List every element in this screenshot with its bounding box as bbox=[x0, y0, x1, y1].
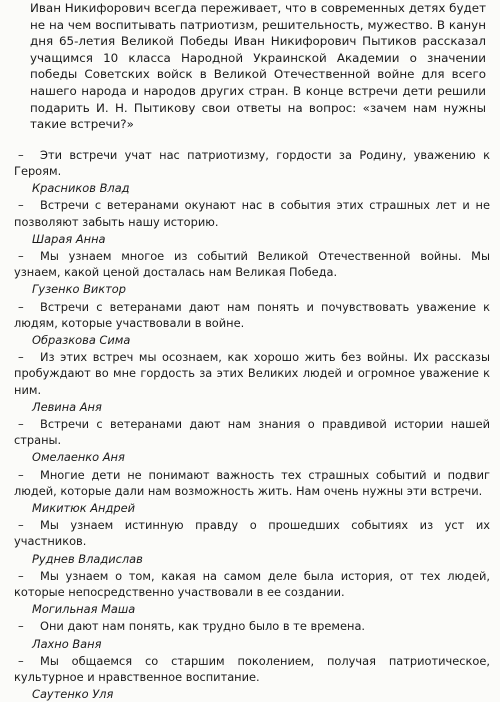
intro-paragraph: Иван Никифорович всегда переживает, что в современных детях будет не на чем воспитывать патриотизм, решительность, мужество. В канун дня 65-летия Великой Победы Иван Никифорович Пытиков рассказал учащимся 10 класса Народной Украинской Академии о значении победы Советских войск в Великой Отечественной войне для всего нашего народа и народов других стран. В конце встречи дети решили подарить И. Н. Пытикову свои ответы на вопрос: «зачем нам нужны такие встречи?» bbox=[30, 1, 486, 132]
answer-text bbox=[14, 248, 490, 280]
answer-author: Омелаенко Аня bbox=[32, 450, 125, 465]
answer-text bbox=[14, 349, 490, 398]
answer-text bbox=[14, 416, 490, 448]
answer-author: Лахно Ваня bbox=[32, 636, 102, 651]
answer-text bbox=[14, 299, 490, 331]
answer-content: Мы узнаем о том, какая на самом деле была история, от тех людей, которые непосредственно участвовали в ее создании. bbox=[14, 568, 490, 600]
answer-author: Микитюк Андрей bbox=[32, 501, 135, 516]
answer-text bbox=[14, 147, 490, 179]
answer-author: Красников Влад bbox=[32, 181, 130, 196]
answer-author: Шарая Анна bbox=[32, 231, 106, 246]
answer-author: Левина Аня bbox=[32, 399, 102, 414]
dash-mark: – bbox=[18, 198, 24, 213]
answer-text bbox=[14, 653, 490, 685]
answer-content: Встречи с ветеранами дают нам знания о правдивой истории нашей страны. bbox=[14, 417, 490, 448]
dash-mark: – bbox=[18, 653, 24, 668]
dash-mark: – bbox=[18, 147, 24, 162]
answer-text bbox=[14, 197, 490, 229]
answer-author: Руднев Владислав bbox=[32, 551, 143, 566]
answer-text bbox=[14, 618, 490, 634]
answers-list bbox=[14, 147, 490, 702]
dash-mark: – bbox=[18, 417, 24, 431]
dash-mark: – bbox=[18, 467, 24, 482]
dash-mark: – bbox=[18, 619, 24, 634]
answer-content: Мы общаемся со старшим поколением, получая патриотическое, культурное и нравственное воспитание. bbox=[14, 653, 490, 685]
answer-content: Мы узнаем многое из событий Великой Отечественной войны. Мы узнаем, какой ценой досталась нам Великая Победа. bbox=[14, 248, 490, 280]
answer-content: Из этих встреч мы осознаем, как хорошо жить без войны. Их рассказы пробуждают во мне гордость за этих Великих людей и огромное уважение к ним. bbox=[14, 350, 490, 397]
answer-content: Мы узнаем истинную правду о прошедших событиях из уст их участников. bbox=[14, 518, 490, 549]
answer-text bbox=[14, 568, 490, 600]
dash-mark: – bbox=[18, 299, 24, 314]
answer-author: Саутенко Уля bbox=[32, 687, 114, 702]
answer-content: Встречи с ветеранами окунают нас в события этих страшных лет и не позволяют забыть нашу историю. bbox=[14, 198, 490, 229]
dash-mark: – bbox=[18, 350, 24, 365]
answer-author: Могильная Маша bbox=[32, 602, 136, 617]
answer-author: Гузенко Виктор bbox=[32, 282, 127, 297]
dash-mark: – bbox=[18, 568, 24, 583]
answer-content: Встречи с ветеранами дают нам понять и почувствовать уважение к людям, которые участвовали в войне. bbox=[14, 299, 490, 330]
dash-mark: – bbox=[18, 518, 24, 533]
answer-text bbox=[14, 467, 490, 499]
answer-content: Эти встречи учат нас патриотизму, гордости за Родину, уважению к Героям. bbox=[14, 147, 490, 178]
answer-content: Они дают нам понять, как трудно было в те времена. bbox=[40, 619, 366, 634]
dash-mark: – bbox=[18, 248, 24, 263]
answer-text bbox=[14, 517, 490, 549]
answer-author: Образкова Сима bbox=[32, 332, 131, 347]
answer-content: Многие дети не понимают важность тех страшных событий и подвиг людей, которые дали нам возможность жить. Нам очень нужны эти встречи. bbox=[14, 467, 490, 498]
